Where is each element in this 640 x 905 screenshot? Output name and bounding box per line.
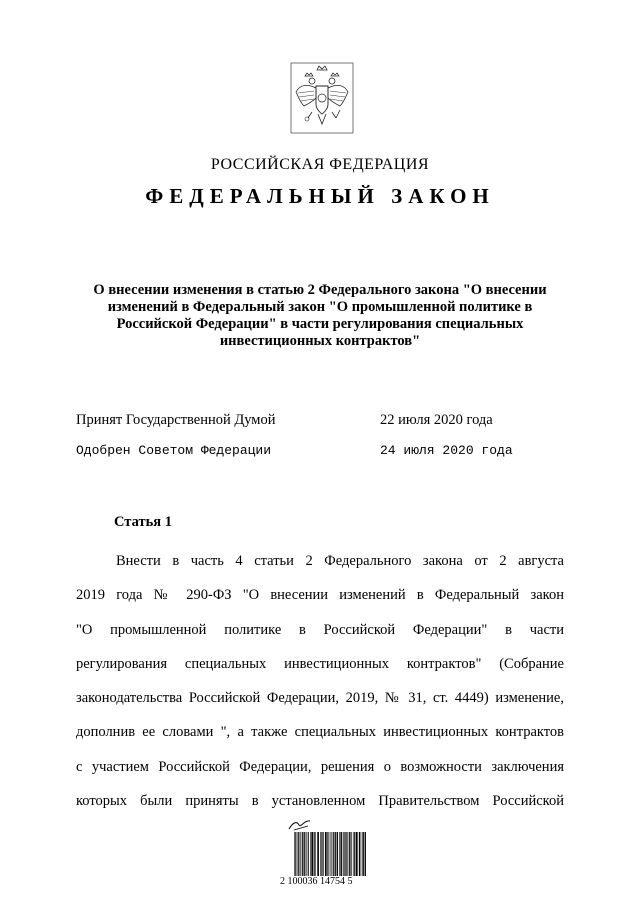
- barcode-bar: [308, 832, 309, 876]
- barcode-bar: [327, 832, 328, 876]
- barcode-bar: [325, 832, 326, 876]
- barcode-bar: [300, 832, 301, 876]
- barcode-bar: [359, 832, 360, 876]
- barcode-bars: [294, 832, 366, 876]
- article-body: [76, 544, 564, 818]
- duma-adoption-label: Принят Государственной Думой: [76, 412, 276, 428]
- barcode-bar: [365, 832, 366, 876]
- barcode-bar: [314, 832, 315, 876]
- barcode-bar: [312, 832, 313, 876]
- barcode-bar: [349, 832, 350, 876]
- barcode-bar: [308, 832, 309, 876]
- barcode-bar: [356, 832, 357, 876]
- barcode-bar: [353, 832, 354, 876]
- barcode-bar: [339, 832, 340, 876]
- barcode-bar: [341, 832, 342, 876]
- barcode-bar: [326, 832, 327, 876]
- barcode-bar: [361, 832, 362, 876]
- barcode-bar: [304, 832, 305, 876]
- barcode-bar: [355, 832, 356, 876]
- barcode-bar: [322, 832, 323, 876]
- barcode-bar: [334, 832, 335, 876]
- barcode-bar: [340, 832, 341, 876]
- barcode-bar: [305, 832, 306, 876]
- law-title-line: Российской Федерации" в части регулирования специальных: [116, 316, 524, 332]
- barcode: [280, 818, 370, 888]
- barcode-bar: [330, 832, 331, 876]
- barcode-bar: [364, 832, 365, 876]
- barcode-bar: [336, 832, 337, 876]
- council-approval-date: 24 июля 2020 года: [380, 443, 513, 458]
- barcode-bar: [347, 832, 348, 876]
- barcode-bar: [333, 832, 334, 876]
- article-line: Внести в часть 4 статьи 2 Федерального закона от 2 августа: [116, 553, 564, 569]
- article-line: дополнив ее словами ", а также специальных инвестиционных контрактов: [76, 724, 564, 741]
- barcode-bar: [359, 832, 360, 876]
- barcode-bar: [306, 832, 307, 876]
- barcode-bar: [337, 832, 338, 876]
- barcode-bar: [299, 832, 300, 876]
- barcode-bar: [298, 832, 299, 876]
- barcode-bar: [362, 832, 363, 876]
- barcode-bar: [349, 832, 350, 876]
- law-title-line: О внесении изменения в статью 2 Федерального закона "О внесении: [93, 282, 547, 298]
- barcode-bar: [337, 832, 338, 876]
- barcode-bar: [296, 832, 297, 876]
- barcode-bar: [335, 832, 336, 876]
- article-heading: Статья 1: [114, 514, 172, 530]
- barcode-bar: [317, 832, 318, 876]
- russian-coat-of-arms-icon: [290, 62, 354, 134]
- barcode-bar: [342, 832, 343, 876]
- country-name: РОССИЙСКАЯ ФЕДЕРАЦИЯ: [210, 156, 430, 173]
- barcode-bar: [351, 832, 352, 876]
- law-type-heading: ФЕДЕРАЛЬНЫЙ ЗАКОН: [145, 184, 495, 208]
- barcode-bar: [333, 832, 334, 876]
- article-line: регулирования специальных инвестиционных контрактов" (Собрание: [76, 655, 564, 672]
- barcode-bar: [312, 832, 313, 876]
- barcode-bar: [345, 832, 346, 876]
- barcode-bar: [331, 832, 332, 876]
- barcode-bar: [326, 832, 327, 876]
- barcode-bar: [346, 832, 347, 876]
- article-line: 2019 года № 290-ФЗ "О внесении изменений в Федеральный закон: [76, 587, 564, 604]
- barcode-bar: [321, 832, 322, 876]
- signature-mark-icon: [288, 818, 312, 832]
- barcode-bar: [363, 832, 364, 876]
- duma-adoption-date: 22 июля 2020 года: [380, 412, 493, 428]
- barcode-bar: [315, 832, 316, 876]
- barcode-bar: [365, 832, 366, 876]
- barcode-bar: [318, 832, 319, 876]
- barcode-bar: [295, 832, 296, 876]
- barcode-bar: [323, 832, 324, 876]
- barcode-bar: [302, 832, 303, 876]
- article-line: с участием Российской Федерации, решения о возможности заключения: [76, 758, 564, 775]
- barcode-number: 2 100036 14754 5: [280, 876, 353, 887]
- barcode-bar: [310, 832, 311, 876]
- barcode-bar: [304, 832, 305, 876]
- barcode-bar: [344, 832, 345, 876]
- law-title-line: инвестиционных контрактов": [219, 333, 421, 349]
- barcode-bar: [343, 832, 344, 876]
- barcode-bar: [320, 832, 321, 876]
- barcode-bar: [350, 832, 351, 876]
- barcode-bar: [357, 832, 358, 876]
- law-title-line: изменений в Федеральный закон "О промышленной политике в: [107, 299, 533, 315]
- barcode-bar: [302, 832, 303, 876]
- barcode-bar: [354, 832, 355, 876]
- barcode-bar: [298, 832, 299, 876]
- barcode-bar: [356, 832, 357, 876]
- barcode-bar: [318, 832, 319, 876]
- council-approval-label: Одобрен Советом Федерации: [76, 443, 272, 458]
- article-line: "О промышленной политике в Российской Федерации" в части: [76, 621, 564, 638]
- article-line: которых были приняты в установленном Правительством Российской: [76, 793, 564, 810]
- article-line: законодательства Российской Федерации, 2019, № 31, ст. 4449) изменение,: [76, 690, 564, 707]
- barcode-bar: [314, 832, 315, 876]
- barcode-bar: [311, 832, 312, 876]
- law-title: [70, 282, 570, 350]
- barcode-bar: [294, 832, 295, 876]
- barcode-bar: [328, 832, 329, 876]
